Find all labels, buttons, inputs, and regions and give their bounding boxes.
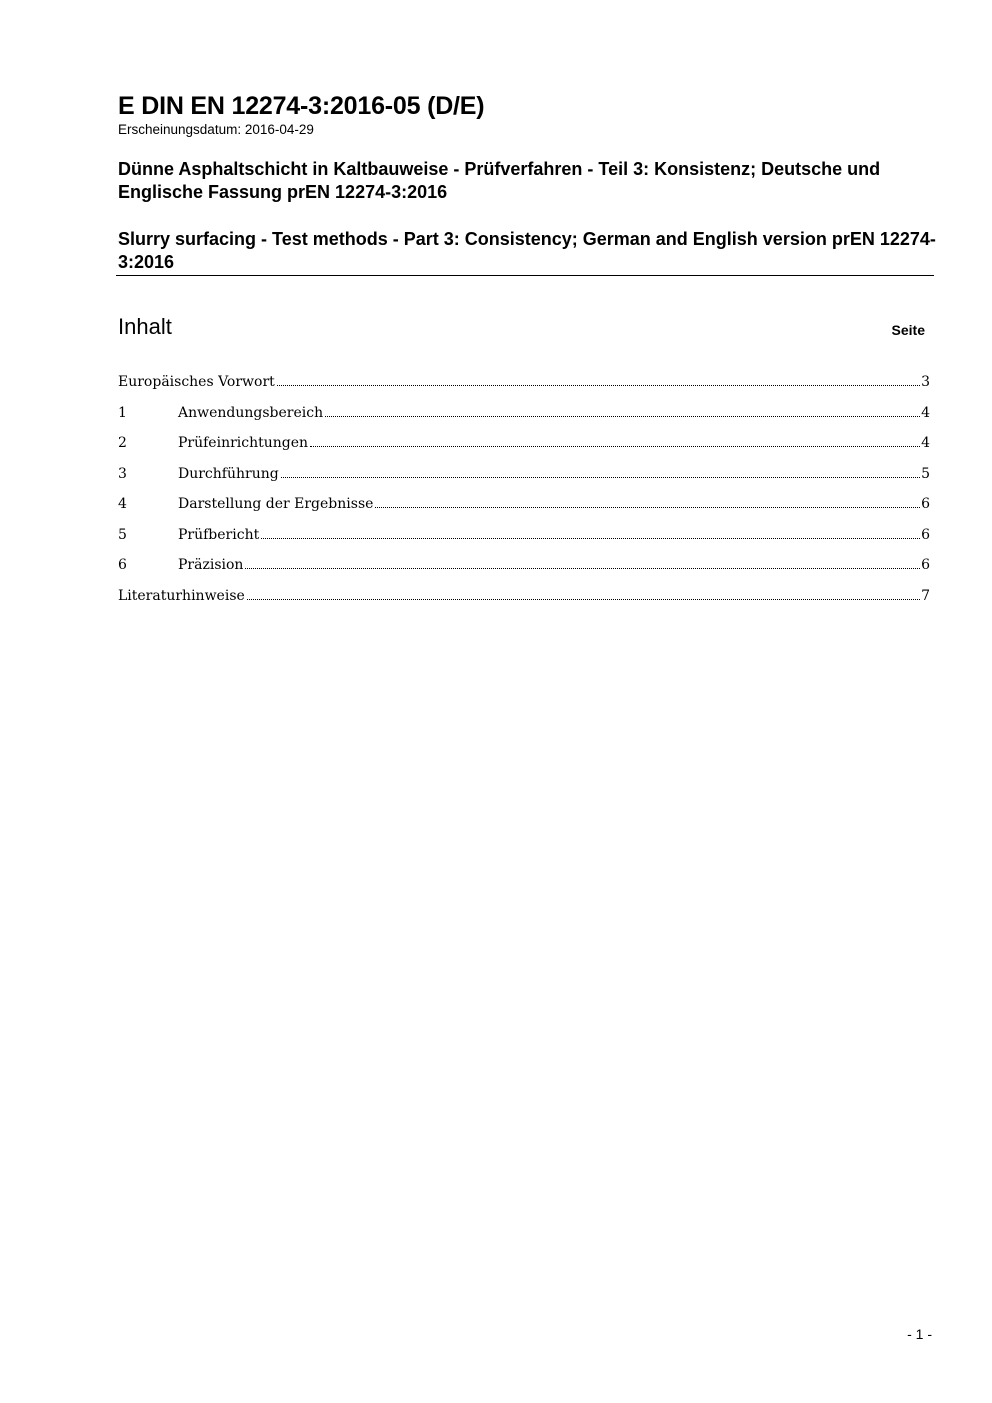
toc-entry-page: 4 (921, 404, 930, 421)
toc-entry-apparatus[interactable] (118, 431, 930, 462)
title-english: Slurry surfacing - Test methods - Part 3: Consistency; German and English version prEN 12274-3:2016 (118, 229, 936, 272)
toc-dot-leader (277, 371, 920, 386)
toc-entry-number: 5 (118, 526, 127, 543)
toc-dot-leader (245, 554, 920, 569)
toc-entry-text: Prüfeinrichtungen (178, 435, 309, 451)
toc-entry-page: 6 (921, 526, 930, 543)
toc-dot-leader (325, 402, 920, 417)
toc-dot-leader (375, 493, 920, 508)
toc-entry-text: Anwendungsbereich (178, 404, 324, 421)
toc-page-column-label: Seite (891, 322, 925, 338)
page-number: - 1 - (907, 1326, 932, 1342)
toc-heading: Inhalt (118, 314, 172, 339)
title-german: Dünne Asphaltschicht in Kaltbauweise - Prüfverfahren - Teil 3: Konsistenz; Deutsche und Englische Fassung prEN 12274-3:2016 (118, 159, 881, 202)
document-title: E DIN EN 12274-3:2016-05 (D/E) (118, 92, 485, 120)
toc-entry-text: Durchführung (178, 465, 279, 482)
toc-entry-test-report[interactable] (118, 523, 930, 554)
toc-entry-number: 3 (118, 465, 127, 482)
toc-entry-page: 7 (921, 587, 930, 604)
toc-entry-text: Europäisches Vorwort (118, 374, 275, 390)
toc-entry-bibliography[interactable] (118, 584, 930, 615)
toc-entry-page: 4 (921, 435, 930, 451)
toc-entry-number: 4 (118, 496, 127, 512)
toc-entry-results[interactable] (118, 492, 930, 523)
toc-entry-page: 5 (921, 465, 930, 482)
toc-dot-leader (261, 524, 920, 539)
publication-date: Erscheinungsdatum: 2016-04-29 (118, 122, 314, 137)
toc-entry-number: 6 (118, 557, 127, 573)
toc-entry-text: Präzision (178, 557, 244, 573)
toc-entry-precision[interactable] (118, 553, 930, 584)
toc-entry-number: 1 (118, 404, 127, 421)
toc-entry-text: Literaturhinweise (118, 587, 245, 604)
toc-entry-number: 2 (118, 435, 127, 451)
toc-entry-procedure[interactable] (118, 462, 930, 493)
toc-entry-scope[interactable] (118, 401, 930, 432)
toc-entry-page: 3 (921, 374, 930, 390)
toc-entry-text: Darstellung der Ergebnisse (178, 496, 374, 512)
toc-entry-text: Prüfbericht (178, 526, 260, 543)
toc-entry-page: 6 (921, 557, 930, 573)
toc-entry-european-foreword[interactable] (118, 370, 930, 401)
toc-dot-leader (281, 463, 920, 478)
toc-dot-leader (310, 432, 920, 447)
table-of-contents (118, 370, 930, 614)
toc-dot-leader (247, 585, 920, 600)
header-divider (116, 275, 934, 276)
toc-entry-page: 6 (921, 496, 930, 512)
